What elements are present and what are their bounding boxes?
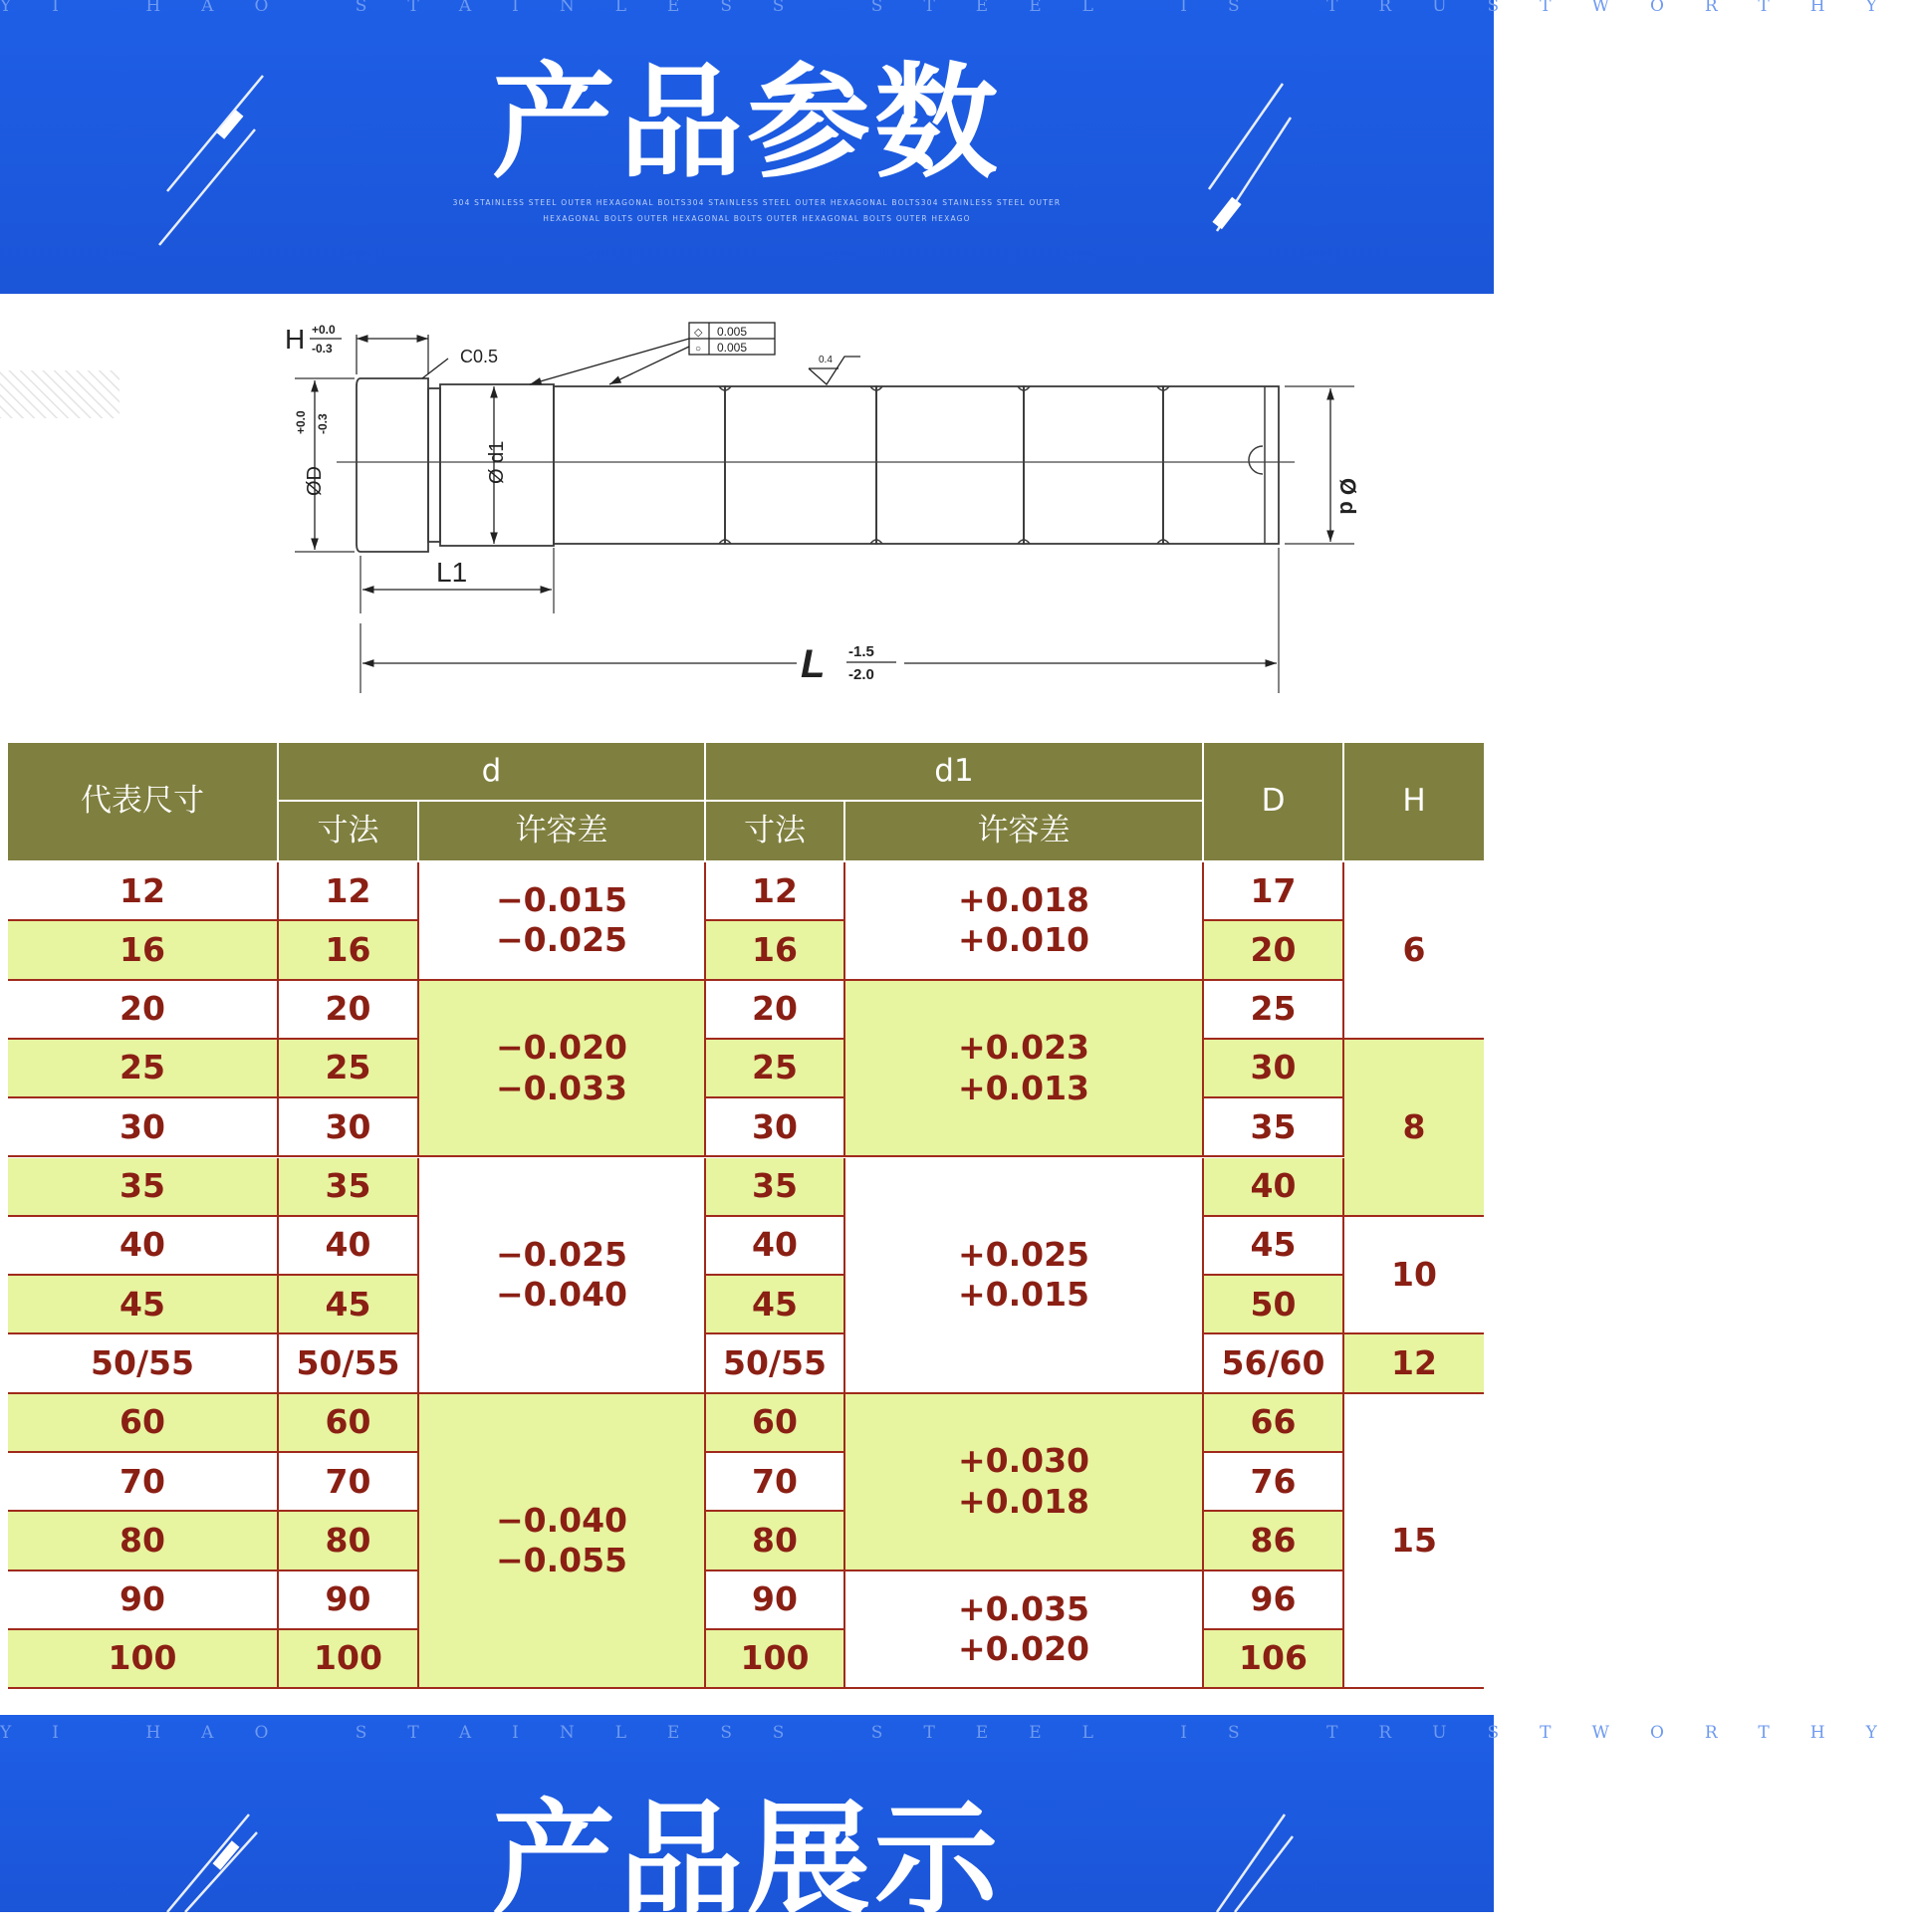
d1-tolerance: +0.023 +0.013: [845, 981, 1204, 1158]
cell-D: 25: [1204, 981, 1344, 1040]
technical-drawing: [0, 295, 1494, 713]
cell-D: 96: [1204, 1571, 1344, 1630]
cell-size: 45: [8, 1276, 279, 1334]
cell-d1: 60: [706, 1394, 845, 1453]
cell-d1: 90: [706, 1571, 845, 1630]
cell-D: 40: [1204, 1158, 1344, 1217]
cell-d1: 20: [706, 981, 845, 1040]
cell-D: 50: [1204, 1276, 1344, 1334]
roughness-label: 0.4: [819, 355, 833, 365]
cell-size: 90: [8, 1571, 279, 1630]
header-D: D: [1204, 743, 1344, 862]
cell-d1: 16: [706, 921, 845, 980]
cell-D: 17: [1204, 862, 1344, 921]
chamfer-label: C0.5: [460, 347, 499, 366]
header-H: H: [1344, 743, 1484, 862]
cell-D: 45: [1204, 1217, 1344, 1276]
cell-size: 20: [8, 981, 279, 1040]
tolerance-box-1: 0.005: [717, 325, 748, 339]
cell-D: 35: [1204, 1098, 1344, 1157]
cell-size: 100: [8, 1630, 279, 1689]
cell-size: 25: [8, 1040, 279, 1098]
dia-D-tol-upper: +0.0: [294, 410, 308, 434]
cell-d: 40: [279, 1217, 419, 1276]
banner-tagline: YI HAO STAINLESS STEEL IS TRUSTWORTHY: [0, 0, 1918, 16]
cell-H: 8: [1344, 1040, 1484, 1217]
cell-size: 35: [8, 1158, 279, 1217]
d1-tolerance: +0.018 +0.010: [845, 862, 1204, 981]
cell-H: 12: [1344, 1334, 1484, 1393]
cell-d1: 40: [706, 1217, 845, 1276]
cell-d: 50/55: [279, 1334, 419, 1393]
d-tolerance: −0.040 −0.055: [419, 1394, 706, 1689]
cell-d1: 30: [706, 1098, 845, 1157]
cell-d1: 25: [706, 1040, 845, 1098]
cell-D: 66: [1204, 1394, 1344, 1453]
banner-tagline: YI HAO STAINLESS STEEL IS TRUSTWORTHY: [0, 1723, 1918, 1743]
d-tolerance: −0.025 −0.040: [419, 1158, 706, 1394]
cell-size: 12: [8, 862, 279, 921]
header-d1: d1: [706, 743, 1204, 802]
cell-d: 35: [279, 1158, 419, 1217]
d-tolerance: −0.020 −0.033: [419, 981, 706, 1158]
cell-H: 15: [1344, 1394, 1484, 1689]
svg-text:○: ○: [695, 344, 702, 355]
cell-d: 12: [279, 862, 419, 921]
cell-d: 16: [279, 921, 419, 980]
cell-H: 10: [1344, 1217, 1484, 1335]
cell-d1: 80: [706, 1512, 845, 1570]
cell-D: 30: [1204, 1040, 1344, 1098]
d-tolerance: −0.015 −0.025: [419, 862, 706, 981]
bottom-banner: [0, 1715, 1918, 1932]
cell-D: 20: [1204, 921, 1344, 980]
cell-H: 6: [1344, 862, 1484, 1040]
dia-d-label: Ø d: [1335, 478, 1360, 515]
cell-D: 76: [1204, 1453, 1344, 1512]
cell-d: 100: [279, 1630, 419, 1689]
cell-d: 90: [279, 1571, 419, 1630]
cell-d1: 50/55: [706, 1334, 845, 1393]
banner-title: 产品参数: [491, 52, 1002, 195]
h-tol-lower: -0.3: [312, 342, 333, 356]
header-d-dim: 寸法: [279, 802, 419, 862]
guide-pin-drawing: [0, 295, 1494, 713]
h-label: H: [285, 324, 306, 355]
top-banner: [0, 0, 1918, 294]
cell-d: 80: [279, 1512, 419, 1570]
dia-D-label: ØD: [304, 466, 326, 496]
header-d-tol: 许容差: [419, 802, 706, 862]
d1-tolerance: +0.025 +0.015: [845, 1158, 1204, 1394]
cell-d: 25: [279, 1040, 419, 1098]
tolerance-box-2: 0.005: [717, 341, 748, 355]
cell-size: 50/55: [8, 1334, 279, 1393]
cell-size: 70: [8, 1453, 279, 1512]
cell-d1: 35: [706, 1158, 845, 1217]
cell-size: 60: [8, 1394, 279, 1453]
header-d1-tol: 许容差: [845, 802, 1204, 862]
cell-d: 45: [279, 1276, 419, 1334]
L-label: L: [801, 642, 826, 686]
spec-table: [8, 743, 1484, 1689]
cell-d1: 70: [706, 1453, 845, 1512]
cell-size: 16: [8, 921, 279, 980]
L-tol-lower: -2.0: [848, 666, 874, 683]
cell-d: 70: [279, 1453, 419, 1512]
cell-d: 60: [279, 1394, 419, 1453]
dia-D-tol-lower: -0.3: [316, 413, 330, 434]
dia-d1-label: Ø d1: [486, 440, 508, 484]
cell-D: 56/60: [1204, 1334, 1344, 1393]
d1-tolerance: +0.035 +0.020: [845, 1571, 1204, 1689]
header-size: 代表尺寸: [8, 743, 279, 862]
d1-tolerance: +0.030 +0.018: [845, 1394, 1204, 1571]
header-d1-dim: 寸法: [706, 802, 845, 862]
cell-size: 30: [8, 1098, 279, 1157]
cell-d1: 45: [706, 1276, 845, 1334]
cell-d: 20: [279, 981, 419, 1040]
banner-subtitle: 304 STAINLESS STEEL OUTER HEXAGONAL BOLTS304 STAINLESS STEEL OUTER HEXAGONAL BOLTS304 STAINLESS STEEL OUTER HEXAGONAL BOLTS OUTER HEXAGONAL BOLTS OUTER HEXAGONAL BOLTS OUTER HEXAGO: [452, 198, 1062, 223]
L-tol-upper: -1.5: [848, 643, 874, 660]
cell-d: 30: [279, 1098, 419, 1157]
h-tol-upper: +0.0: [312, 323, 336, 337]
banner-title: 产品展示: [491, 1789, 1002, 1932]
cell-d1: 100: [706, 1630, 845, 1689]
cell-D: 86: [1204, 1512, 1344, 1570]
L1-label: L1: [436, 557, 468, 588]
cell-size: 40: [8, 1217, 279, 1276]
svg-text:◇: ◇: [694, 327, 703, 339]
cell-D: 106: [1204, 1630, 1344, 1689]
cell-d1: 12: [706, 862, 845, 921]
cell-size: 80: [8, 1512, 279, 1570]
header-d: d: [279, 743, 706, 802]
